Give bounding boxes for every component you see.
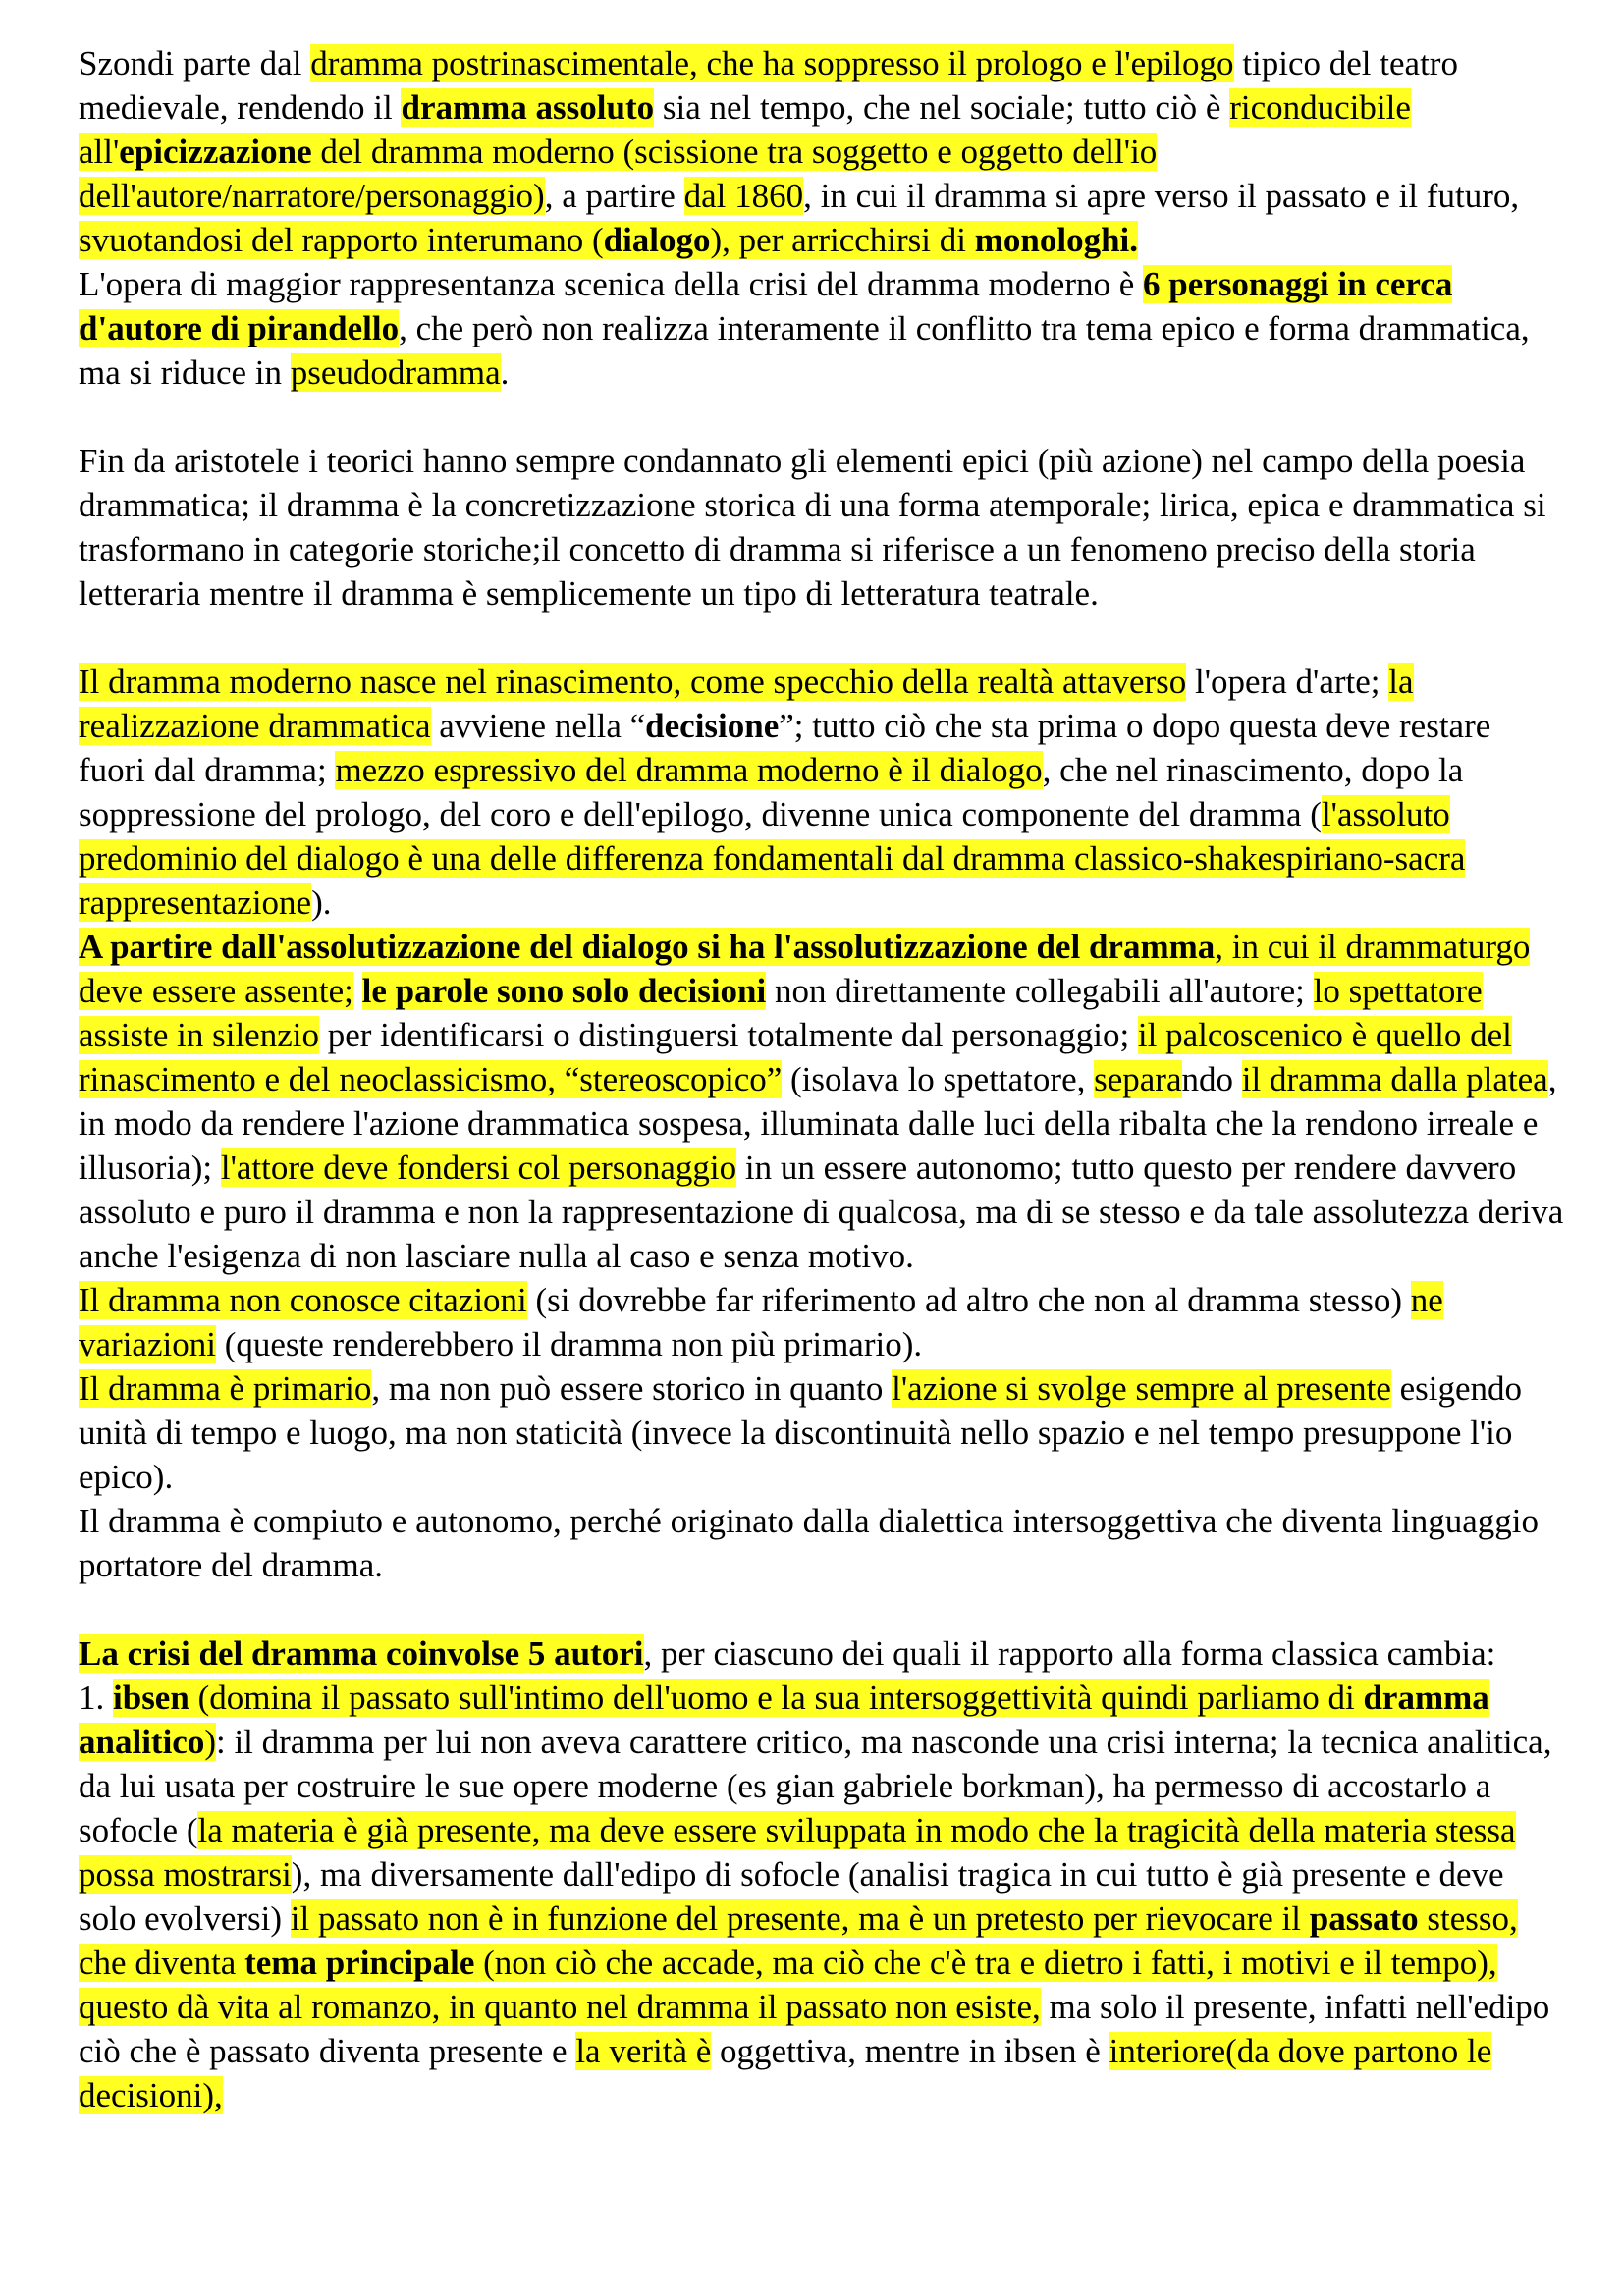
highlighted-text: , in cui il drammaturgo deve essere assente; — [79, 928, 1531, 1010]
highlighted-text: Il dramma è primario — [79, 1369, 372, 1408]
highlighted-text: ibsen — [113, 1679, 189, 1717]
text-run: tipico del teatro medievale, rendendo il — [79, 44, 1458, 127]
paragraph-7 — [79, 1366, 1566, 1499]
highlighted-text: stesso, che diventa — [79, 1899, 1518, 1982]
paragraph-spacer — [79, 1587, 1566, 1631]
text-run: ndo — [1181, 1060, 1242, 1098]
highlighted-text: interiore(da dove partono le decisioni), — [79, 2032, 1492, 2114]
text-run: (isolava lo spettatore, — [782, 1060, 1095, 1098]
text-run: in un essere autonomo; tutto questo per rendere davvero assoluto e puro il dramma e non la rappresentazione di qualcosa, ma di se stesso e da tale assolutezza deriva anche l'esigenza di non lasciare nulla al caso e senza motivo. — [79, 1148, 1564, 1275]
highlighted-text: pseudodramma — [290, 353, 501, 392]
bold-text: decisione — [645, 707, 780, 745]
text-run: sia nel tempo, che nel sociale; tutto ciò è — [654, 88, 1230, 127]
highlighted-text: dialogo — [603, 221, 711, 259]
highlighted-text: l'azione si svolge sempre al presente — [892, 1369, 1391, 1408]
text-run: esigendo unità di tempo e luogo, ma non staticità (invece la discontinuità nello spazio e nel tempo presuppone l'io epico). — [79, 1369, 1523, 1496]
highlighted-text: riconducibile all' — [79, 88, 1411, 171]
highlighted-text: l'assoluto predominio del dialogo è una delle differenza fondamentali dal dramma classico-shakespiriano-sacra rappresentazione — [79, 795, 1466, 922]
text-run: , per ciascuno dei quali il rapporto alla forma classica cambia: — [643, 1634, 1496, 1673]
highlighted-text: il dramma dalla platea — [1241, 1060, 1548, 1098]
text-run: l'opera d'arte; — [1186, 663, 1389, 701]
text-run: , che però non realizza interamente il conflitto tra tema epico e forma drammatica, ma si riduce in — [79, 309, 1530, 392]
highlighted-text: ), per arricchirsi di — [710, 221, 975, 259]
text-run: 1. — [79, 1679, 113, 1717]
text-run: , in modo da rendere l'azione drammatica sospesa, illuminata dalle luci della ribalta che la rendono irreale e illusoria); — [79, 1060, 1557, 1187]
highlighted-text: La crisi del dramma coinvolse 5 autori — [79, 1634, 644, 1673]
text-run: (si dovrebbe far riferimento ad altro che non al dramma stesso) — [526, 1281, 1411, 1319]
highlighted-text: (domina il passato sull'intimo dell'uomo e la sua intersoggettività quindi parliamo di — [189, 1679, 1364, 1717]
text-run: avviene nella “ — [430, 707, 646, 745]
highlighted-text: svuotandosi del rapporto interumano ( — [79, 221, 604, 259]
highlighted-text: mezzo espressivo del dramma moderno è il dialogo — [335, 751, 1043, 789]
highlighted-text: dramma postrinascimentale, che ha soppresso il prologo e l'epilogo — [310, 44, 1234, 82]
paragraph-2 — [79, 262, 1566, 395]
highlighted-text: A partire dall'assolutizzazione del dialogo si ha l'assolutizzazione del dramma — [79, 928, 1216, 966]
text-run: oggettiva, mentre in ibsen è — [711, 2032, 1109, 2070]
highlighted-text: del dramma moderno (scissione tra soggetto e oggetto dell'io dell'autore/narratore/personaggio) — [79, 133, 1158, 215]
highlighted-text: lo spettatore assiste in silenzio — [79, 972, 1483, 1054]
highlighted-text: Il dramma non conosce citazioni — [79, 1281, 527, 1319]
text-run: per identificarsi o distinguersi totalmente dal personaggio; — [318, 1016, 1138, 1054]
text-run: Il dramma è compiuto e autonomo, perché originato dalla dialettica intersoggettiva che diventa linguaggio portatore del dramma. — [79, 1502, 1540, 1584]
text-run: Fin da aristotele i teorici hanno sempre condannato gli elementi epici (più azione) nel campo della poesia drammatica; il dramma è la concretizzazione storica di una forma atemporale; lirica, epica e drammatica si trasformano in categorie storiche;il concetto di dramma si riferisce a un fenomeno preciso della storia letteraria mentre il dramma è semplicemente un tipo di letteratura teatrale. — [79, 442, 1546, 613]
paragraph-4 — [79, 660, 1566, 925]
paragraph-8 — [79, 1499, 1566, 1587]
highlighted-text: ) — [204, 1723, 216, 1761]
highlighted-text: tema principale — [244, 1944, 475, 1982]
highlighted-text: passato — [1309, 1899, 1419, 1938]
highlighted-text: separa — [1094, 1060, 1182, 1098]
text-run: L'opera di maggior rappresentanza scenica della crisi del dramma moderno è — [79, 265, 1144, 303]
text-run: , ma non può essere storico in quanto — [371, 1369, 893, 1408]
text-run: ma solo il presente, infatti nell'edipo ciò che è passato diventa presente e — [79, 1988, 1550, 2070]
highlighted-text: Il dramma moderno nasce nel rinascimento, come specchio della realtà attaverso — [79, 663, 1187, 701]
highlighted-text: ne variazioni — [79, 1281, 1443, 1363]
highlighted-text: la verità è — [575, 2032, 712, 2070]
paragraph-spacer — [79, 395, 1566, 439]
text-run: ”; tutto ciò che sta prima o dopo questa deve restare fuori dal dramma; — [79, 707, 1491, 789]
paragraph-3 — [79, 439, 1566, 615]
text-run — [353, 972, 362, 1010]
text-run: : il dramma per lui non aveva carattere critico, ma nasconde una crisi interna; la tecnica analitica, da lui usata per costruire le sue opere moderne (es gian gabriele borkman), ha permesso di accostarlo a sofocle ( — [79, 1723, 1552, 1849]
highlighted-text: il palcoscenico è quello del rinascimento e del neoclassicismo, “stereoscopico” — [79, 1016, 1512, 1098]
paragraph-1 — [79, 41, 1566, 262]
highlighted-text: epicizzazione — [119, 133, 312, 171]
highlighted-text: la realizzazione drammatica — [79, 663, 1414, 745]
highlighted-text: monologhi. — [974, 221, 1139, 259]
paragraph-9 — [79, 1631, 1566, 1676]
highlighted-text: le parole sono solo decisioni — [361, 972, 767, 1010]
highlighted-text: dramma analitico — [79, 1679, 1489, 1761]
text-run: , a partire — [544, 177, 684, 215]
text-run: (queste renderebbero il dramma non più primario). — [215, 1325, 923, 1363]
highlighted-text: 6 personaggi in cerca d'autore di pirandello — [79, 265, 1453, 347]
highlighted-text: il passato non è in funzione del presente, ma è un pretesto per rievocare il — [290, 1899, 1310, 1938]
paragraph-10 — [79, 1676, 1566, 2117]
paragraph-spacer — [79, 615, 1566, 660]
highlighted-text: (non ciò che accade, ma ciò che c'è tra e dietro i fatti, i motivi e il tempo), questo dà vita al romanzo, in quanto nel dramma il passato non esiste, — [79, 1944, 1497, 2026]
document-page — [79, 41, 1566, 2117]
text-run: ), ma diversamente dall'edipo di sofocle (analisi tragica in cui tutto è già presente e deve solo evolversi) — [79, 1855, 1504, 1938]
highlighted-text: l'attore deve fondersi col personaggio — [220, 1148, 737, 1187]
text-run: . — [500, 353, 510, 392]
text-run: , che nel rinascimento, dopo la soppressione del prologo, del coro e dell'epilogo, divenne unica componente del dramma ( — [79, 751, 1464, 833]
text-run: Szondi parte dal — [79, 44, 311, 82]
paragraph-6 — [79, 1278, 1566, 1366]
text-run: , in cui il dramma si apre verso il passato e il futuro, — [803, 177, 1520, 215]
text-run: ). — [311, 883, 332, 922]
highlighted-text: dramma assoluto — [401, 88, 655, 127]
paragraph-5 — [79, 925, 1566, 1278]
highlighted-text: dal 1860 — [683, 177, 804, 215]
highlighted-text: la materia è già presente, ma deve essere sviluppata in modo che la tragicità della materia stessa possa mostrarsi — [79, 1811, 1516, 1894]
text-run: non direttamente collegabili all'autore; — [766, 972, 1314, 1010]
